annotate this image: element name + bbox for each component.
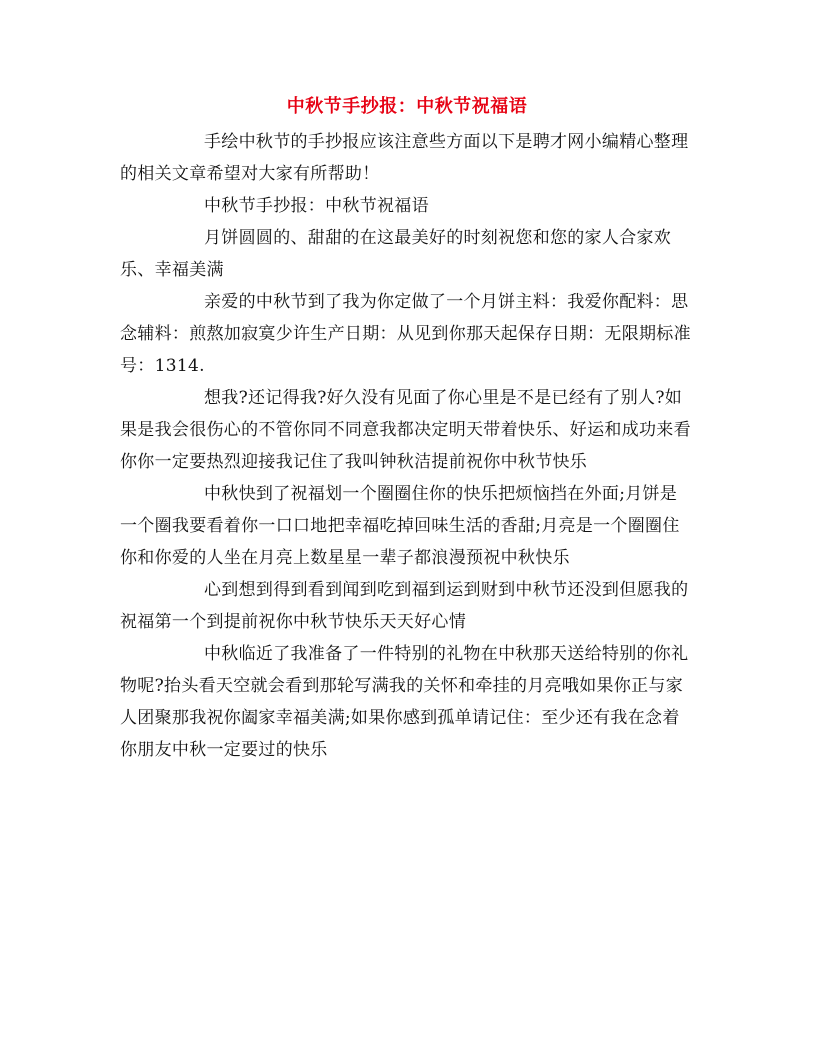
document-title: 中秋节手抄报：中秋节祝福语	[286, 96, 528, 117]
paragraph-6: 中秋临近了我准备了一件特别的礼物在中秋那天送给特别的你礼物呢?抬头看天空就会看到那轮写满我的关怀和牵挂的月亮哦如果你正与家人团聚那我祝你阖家幸福美满;如果你感到孤单请记住：至少还有我在念着你朋友中秋一定要过的快乐	[120, 644, 689, 760]
paragraph-2: 亲爱的中秋节到了我为你定做了一个月饼主料：我爱你配料：思念辅料：煎熬加寂寞少许生产日期：从见到你那天起保存日期：无限期标准号：1314.	[120, 292, 691, 376]
paragraph-4: 中秋快到了祝福划一个圈圈住你的快乐把烦恼挡在外面;月饼是一个圈我要看着你一口口地把幸福吃掉回味生活的香甜;月亮是一个圈圈住你和你爱的人坐在月亮上数星星一辈子都浪漫预祝中秋快乐	[120, 484, 680, 568]
paragraph-3: 想我?还记得我?好久没有见面了你心里是不是已经有了别人?如果是我会很伤心的不管你同不同意我都决定明天带着快乐、好运和成功来看你你一定要热烈迎接我记住了我叫钟秋洁提前祝你中秋节快乐	[120, 388, 691, 472]
paragraph-1: 月饼圆圆的、甜甜的在这最美好的时刻祝您和您的家人合家欢乐、幸福美满	[120, 228, 672, 280]
paragraph-intro: 手绘中秋节的手抄报应该注意些方面以下是聘才网小编精心整理的相关文章希望对大家有所帮助！	[120, 132, 689, 184]
paragraph-5: 心到想到得到看到闻到吃到福到运到财到中秋节还没到但愿我的祝福第一个到提前祝你中秋节快乐天天好心情	[120, 580, 689, 632]
paragraph-subtitle: 中秋节手抄报：中秋节祝福语	[204, 196, 429, 216]
